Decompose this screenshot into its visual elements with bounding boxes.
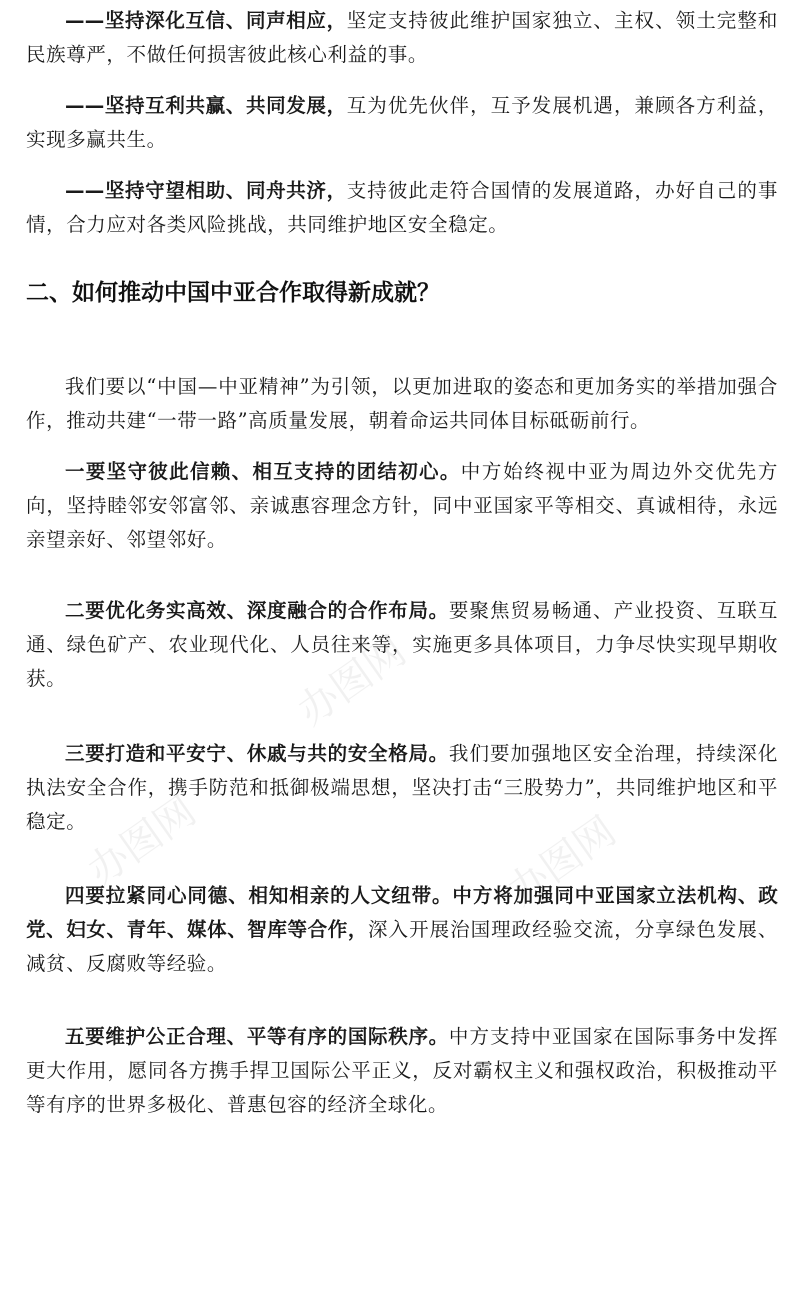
point-paragraph-5: [26, 1020, 778, 1122]
bullet-paragraph-1: [26, 4, 778, 72]
bullet-text-1: 坚定支持彼此维护国家独立、主权、领土完整和民族尊严，不做任何损害彼此核心利益的事。: [26, 9, 778, 66]
point-text-1: 中方始终视中亚为周边外交优先方向，坚持睦邻安邻富邻、亲诚惠容理念方针，同中亚国家平等相交、真诚相待，永远亲望亲好、邻望邻好。: [26, 460, 778, 551]
bullet-paragraph-3: [26, 174, 778, 242]
bullet-paragraph-2: [26, 89, 778, 157]
point-text-4: 深入开展治国理政经验交流，分享绿色发展、减贫、反腐败等经验。: [26, 918, 778, 975]
point-lead-5: 五要维护公正合理、平等有序的国际秩序。: [65, 1025, 449, 1048]
point-lead-1: 一要坚守彼此信赖、相互支持的团结初心。: [65, 460, 461, 483]
bullet-lead-2: ——坚持互利共赢、共同发展，: [65, 94, 347, 117]
bullet-lead-3: ——坚持守望相助、同舟共济，: [65, 179, 347, 202]
point-paragraph-2: [26, 594, 778, 696]
intro-paragraph: 我们要以“中国—中亚精神”为引领，以更加进取的姿态和更加务实的举措加强合作，推动共建“一带一路”高质量发展，朝着命运共同体目标砥砺前行。: [26, 375, 778, 432]
bullet-text-2: 互为优先伙伴，互予发展机遇，兼顾各方利益，实现多赢共生。: [26, 94, 778, 151]
bullet-lead-1: ——坚持深化互信、同声相应，: [65, 9, 347, 32]
point-paragraph-1: [26, 455, 778, 557]
section-heading: 二、如何推动中国中亚合作取得新成就？: [26, 280, 440, 306]
point-text-3: 我们要加强地区安全治理，持续深化执法安全合作，携手防范和抵御极端思想，坚决打击“三股势力”，共同维护地区和平稳定。: [26, 742, 778, 833]
watermark: 办图网: [289, 628, 415, 735]
point-paragraph-4: [26, 879, 778, 981]
watermark: 办图网: [79, 788, 205, 895]
point-text-2: 要聚焦贸易畅通、产业投资、互联互通、绿色矿产、农业现代化、人员往来等，实施更多具体项目，力争尽快实现早期收获。: [26, 599, 778, 690]
watermark: 办图网: [499, 808, 625, 915]
point-paragraph-3: [26, 737, 778, 839]
point-text-5: 中方支持中亚国家在国际事务中发挥更大作用，愿同各方携手捍卫国际公平正义，反对霸权主义和强权政治，积极推动平等有序的世界多极化、普惠包容的经济全球化。: [26, 1025, 778, 1116]
point-lead-3: 三要打造和平安宁、休戚与共的安全格局。: [65, 742, 449, 765]
point-lead-4: 四要拉紧同心同德、相知相亲的人文纽带。中方将加强同中亚国家立法机构、政党、妇女、青年、媒体、智库等合作，: [26, 884, 778, 941]
point-lead-2: 二要优化务实高效、深度融合的合作布局。: [65, 599, 449, 622]
bullet-text-3: 支持彼此走符合国情的发展道路，办好自己的事情，合力应对各类风险挑战，共同维护地区安全稳定。: [26, 179, 778, 236]
